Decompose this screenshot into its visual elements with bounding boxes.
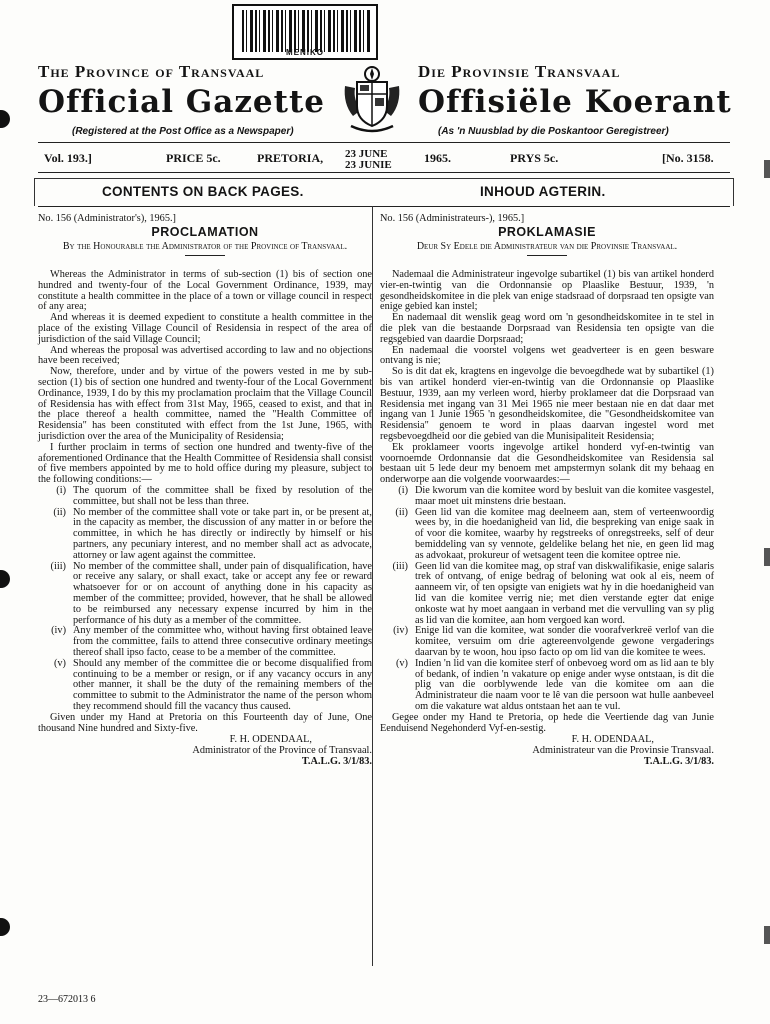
notice-number: No. 156 (Administrator's), 1965.] <box>38 213 176 224</box>
punch-hole <box>0 918 10 936</box>
registered-en: (Registered at the Post Office as a Newspaper) <box>72 126 294 137</box>
province-af: Die Provinsie Transvaal <box>418 62 621 81</box>
condition-number: (iii) <box>50 560 66 572</box>
paragraph: And whereas it is deemed expedient to constitute a health committee in the place of the existing Village Council of Residensia in respect of the area of jurisdiction of the said Village Council; <box>38 312 372 345</box>
condition-number: (v) <box>53 657 66 669</box>
barcode-code: MENIKO <box>286 48 324 57</box>
reference: T.A.L.G. 3/1/83. <box>643 755 714 767</box>
contents-en: CONTENTS ON BACK PAGES. <box>102 184 304 199</box>
condition-item <box>380 562 714 627</box>
condition-item <box>38 626 372 658</box>
condition-number: (i) <box>398 485 408 497</box>
place: PRETORIA, <box>257 151 324 165</box>
byline: Deur Sy Edele die Administrateur van die Provinsie Transvaal. <box>416 240 678 252</box>
masthead-rule <box>38 142 730 143</box>
paragraph: And whereas the proposal was advertised according to law and no objections have been received; <box>38 344 372 367</box>
afrikaans-column <box>380 214 714 768</box>
price-af: PRYS 5c. <box>510 151 559 165</box>
condition-text: Geen lid van die komitee mag deelneem aan, stem of verteenwoordig wees by, in die hoedanigheid van lid, die bespreking van enige saak in of voor die komitee, waarby hy regstreeks of onregstreeks, self of deur bemiddeling van sy vennote, geldelike belang het nie, en geen lid mag as advokaat, prokureur of wetsagent teen die komitee optree nie. <box>415 506 714 561</box>
condition-item <box>38 486 372 508</box>
price-en: PRICE 5c. <box>166 151 221 165</box>
paragraph: Whereas the Administrator in terms of sub-section (1) bis of section one hundred and twenty-four of the Local Government Ordinance, 1939, may constitute a health committee in the place of a town or village council in respect of any area; <box>38 269 372 313</box>
edge-mark <box>764 926 770 944</box>
condition-number: (iv) <box>51 625 66 637</box>
contents-rule <box>38 206 730 207</box>
print-code: 23—672013 6 <box>38 994 96 1005</box>
condition-text: Enige lid van die komitee, wat sonder die voorafverkreë verlof van die komitee, versuim om drie agtereenvolgende gewone vergaderings daarvan by te woon, hou ipso facto op om lid van die komitee te wees. <box>415 625 714 658</box>
issue-number: [No. 3158. <box>662 151 714 165</box>
condition-number: (ii) <box>395 506 408 518</box>
barcode <box>232 4 378 60</box>
punch-hole <box>0 570 10 588</box>
barcode-bars <box>242 10 370 52</box>
proclamation-title: PROCLAMATION <box>151 224 259 239</box>
paragraph: Nademaal die Administrateur ingevolge subartikel (1) bis van artikel honderd vier-en-twintig van die Ordonnansie op Plaaslike Bestuur, 1939, 'n gesondheidskomitee in die plek van enige stadsraad of dorpsraad ten opsigte van enige gebied kan instel; <box>380 269 714 313</box>
paragraph: En nademaal dit wenslik geag word om 'n gesondheidskomitee in te stel in die plek van die bestaande Dorpsraad van Residensia ten opsigte van die regsgebied van daardie Dorpsraad; <box>380 312 714 345</box>
condition-text: Any member of the committee who, without having first obtained leave from the committee, fails to attend three consecutive ordinary meetings thereof shall ipso facto, cease to be a member of the committee. <box>73 625 372 658</box>
volume: Vol. 193.] <box>44 151 92 165</box>
condition-item <box>380 486 714 508</box>
gazette-title-en: Official Gazette <box>38 84 326 120</box>
signatory-title: Administrator of the Province of Transvaal. <box>192 745 372 757</box>
punch-hole <box>0 110 10 128</box>
notice-number: No. 156 (Administrateurs-), 1965.] <box>380 213 525 224</box>
contents-af: INHOUD AGTERIN. <box>480 184 606 199</box>
given-under-hand: Gegee onder my Hand te Pretoria, op hede die Veertiende dag van Junie Eenduisend Negehonderd Vyf-en-sestig. <box>380 711 714 734</box>
condition-item <box>380 659 714 713</box>
byline: By the Honourable the Administrator of the Province of Transvaal. <box>62 240 348 252</box>
edge-mark <box>764 548 770 566</box>
paragraph: Ek proklameer voorts ingevolge artikel honderd vyf-en-twintig van voornoemde Ordonnansie dat die Gesondheidskomitee van Residensia sal bestaan uit 5 lede deur my benoem met ampstermyn solank dit my behaag en onderworpe aan die volgende voorwaardes:— <box>380 441 714 486</box>
gazette-title-af: Offisiële Koerant <box>418 84 732 120</box>
paragraph: Now, therefore, under and by virtue of the powers vested in me by sub-section (1) bis of section one hundred and twenty-four of the Local Government Ordinance, 1939, I do by this my proclamation proclaim that the Village Council of Residensia has with effect from 31st May, 1965, ceased to exist, and that in the place thereof a health committee, named the "Health Committee of Residensia" has been constituted with effect from the 1st June, 1965, with jurisdiction over the area of the Municipality of Residensia; <box>38 366 372 443</box>
date-af: 23 JUNIE <box>345 159 392 171</box>
province-en: The Province of Transvaal <box>38 62 265 81</box>
condition-number: (v) <box>395 657 408 669</box>
condition-item <box>38 562 372 627</box>
condition-text: Should any member of the committee die or become disqualified from continuing to be a member or resign, or if any vacancy occurs in any other manner, it shall be the duty of the remaining members of the committee to submit to the Administrator the name of the person whom they recommend should fill the vacancy thus caused. <box>73 657 372 712</box>
year: 1965. <box>424 151 451 165</box>
condition-text: The quorum of the committee shall be fixed by resolution of the committee, but shall not be less than three. <box>73 485 372 507</box>
signatory: F. H. ODENDAAL, <box>571 734 654 746</box>
english-column <box>38 214 372 768</box>
condition-number: (ii) <box>53 506 66 518</box>
condition-item <box>380 626 714 658</box>
signatory-title: Administrateur van die Provinsie Transvaal. <box>532 745 714 757</box>
paragraph: I further proclaim in terms of section one hundred and twenty-five of the aforementioned Ordinance that the Health Committee of Residensia shall consist of five members appointed by me to hold office during my pleasure, subject to the following conditions:— <box>38 441 372 486</box>
paragraph: En nademaal die voorstel volgens wet geadverteer is en geen besware ontvang is nie; <box>380 344 714 367</box>
issue-date <box>345 149 392 171</box>
reference: T.A.L.G. 3/1/83. <box>301 755 372 767</box>
condition-text: Geen lid van die komitee mag, op straf van diskwalifikasie, enige salaris trek of ontvang, of enige bedrag of beloning wat ook al eis, neem of aanneem vir, of ten opsigte van enigiets wat hy in die hoedanigheid van lid van die komitee verrig nie; met dien verstande egter dat enige onkoste wat hy moet aangaan in verband met die vervulling van sy plig as lid van die komitee, aan hom vergoed kan word. <box>415 560 714 626</box>
registered-af: (As 'n Nuusblad by die Poskantoor Geregistreer) <box>438 126 669 137</box>
condition-number: (iv) <box>393 625 408 637</box>
condition-text: No member of the committee shall vote or take part in, or be present at, in the capacity as member, the discussion of any matter in or before the committee, in which he has directly or indirectly by himself or his partners, any pecuniary interest, and no member shall act as advocate, attorney or law agent against the committee. <box>73 506 372 561</box>
issue-rule <box>38 172 730 173</box>
short-rule <box>185 255 225 256</box>
condition-item <box>380 508 714 562</box>
condition-number: (iii) <box>392 560 408 572</box>
condition-number: (i) <box>56 485 66 497</box>
condition-text: Indien 'n lid van die komitee sterf of onbevoeg word om as lid aan te bly of bedank, of indien 'n vakature op enige ander wyse ontstaan, is dit die plig van die oorblywende lede van die komitee om aan die Administrateur die naam voor te lê van die persoon wat hulle aanbeveel om die vakature wat aldus ontstaan het aan te vul. <box>415 657 714 712</box>
column-divider <box>372 206 373 966</box>
paragraph: So is dit dat ek, kragtens en ingevolge die bevoegdhede wat by subartikel (1) bis van artikel honderd vier-en-twintig van die Ordonnansie op Plaaslike Bestuur, 1939, aan my verleen word, hierby proklameer dat die Dorpsraad van Residensia met ingang van 31 Mei 1965 nie meer bestaan nie en dat daar met ingang van 1 Junie 1965 'n gesondheidskomitee, die "Gesondheidskomitee van Residensia" genoem te word in plaas daarvan ingestel word met regsbevoegdheid oor die gebied van die Munisipaliteit Residensia; <box>380 366 714 443</box>
given-under-hand: Given under my Hand at Pretoria on this Fourteenth day of June, One thousand Nine hundred and Sixty-five. <box>38 711 372 734</box>
condition-item <box>38 508 372 562</box>
coat-of-arms-icon <box>341 64 403 134</box>
date-en: 23 JUNE <box>345 148 388 160</box>
signatory: F. H. ODENDAAL, <box>229 734 312 746</box>
short-rule <box>527 255 567 256</box>
condition-text: Die kworum van die komitee word by besluit van die komitee vasgestel, maar moet uit minstens drie bestaan. <box>415 485 714 507</box>
proclamation-title: PROKLAMASIE <box>498 224 596 239</box>
condition-text: No member of the committee shall, under pain of disqualification, have or receive any salary, or shall exact, take or accept any fee or reward whatsoever for or on account of anything done in his capacity as member of the committee; provided, however, that he shall be allowed to be reimbursed any necessary expense incurred by him in the performance of his duty as a member of the committee. <box>73 560 372 626</box>
edge-mark <box>764 160 770 178</box>
condition-item <box>38 659 372 713</box>
